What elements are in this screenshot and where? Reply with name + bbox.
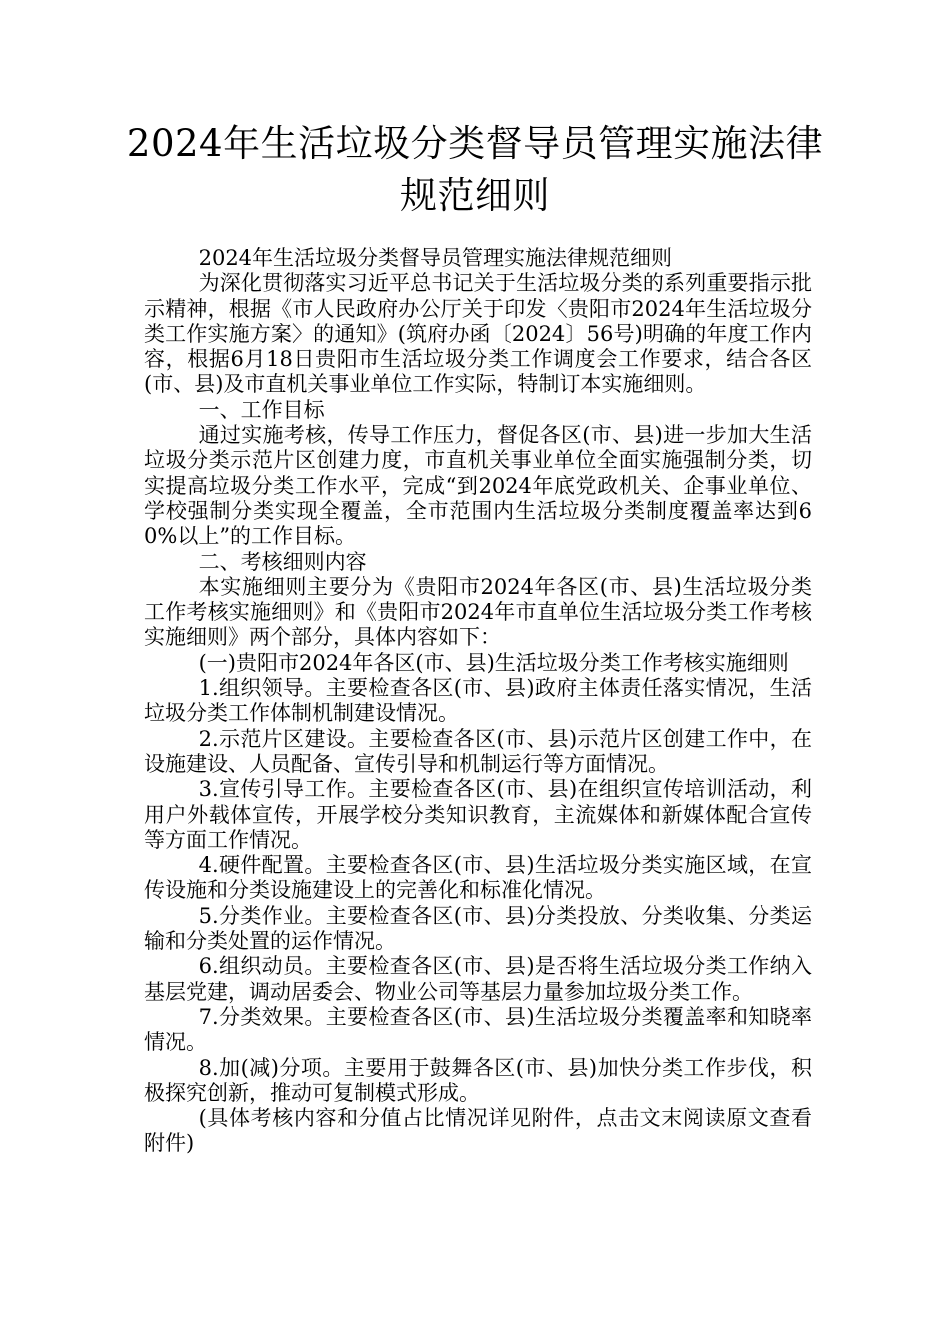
- goals-paragraph: 通过实施考核，传导工作压力，督促各区(市、县)进一步加大生活垃圾分类示范片区创建力度，市直机关事业单位全面实施强制分类，切实提高垃圾分类工作水平，完成“到2024年底党政机关、企事业单位、学校强制分类实现全覆盖，全市范围内生活垃圾分类制度覆盖率达到60%以上”的工作目标。: [144, 423, 812, 549]
- document-body: [144, 246, 812, 1157]
- document-title: [100, 118, 850, 222]
- list-item: 6.组织动员。主要检查各区(市、县)是否将生活垃圾分类工作纳入基层党建，调动居委会、物业公司等基层力量参加垃圾分类工作。: [144, 954, 812, 1004]
- document-title-line-2: 规范细则: [400, 174, 550, 217]
- list-item: 3.宣传引导工作。主要检查各区(市、县)在组织宣传培训活动，利用户外载体宣传，开展学校分类知识教育，主流媒体和新媒体配合宣传等方面工作情况。: [144, 777, 812, 852]
- list-item: 2.示范片区建设。主要检查各区(市、县)示范片区创建工作中，在设施建设、人员配备、宣传引导和机制运行等方面情况。: [144, 726, 812, 776]
- list-item: 5.分类作业。主要检查各区(市、县)分类投放、分类收集、分类运输和分类处置的运作情况。: [144, 903, 812, 954]
- list-item: 7.分类效果。主要检查各区(市、县)生活垃圾分类覆盖率和知晓率情况。: [144, 1004, 812, 1055]
- list-item: 8.加(减)分项。主要用于鼓舞各区(市、县)加快分类工作步伐，积极探究创新，推动可复制模式形成。: [144, 1055, 812, 1105]
- rules-intro-paragraph: 本实施细则主要分为《贵阳市2024年各区(市、县)生活垃圾分类工作考核实施细则》和《贵阳市2024年市直单位生活垃圾分类工作考核实施细则》两个部分，具体内容如下：: [144, 574, 812, 650]
- intro-paragraph: 为深化贯彻落实习近平总书记关于生活垃圾分类的系列重要指示批示精神，根据《市人民政府办公厅关于印发〈贵阳市2024年生活垃圾分类工作实施方案〉的通知》(筑府办函〔2024〕56号)明确的年度工作内容，根据6月18日贵阳市生活垃圾分类工作调度会工作要求，结合各区(市、县)及市直机关事业单位工作实际，特制订本实施细则。: [144, 271, 812, 397]
- body-subtitle: 2024年生活垃圾分类督导员管理实施法律规范细则: [198, 246, 673, 270]
- subsection-heading-districts: (一)贵阳市2024年各区(市、县)生活垃圾分类工作考核实施细则: [198, 650, 789, 675]
- list-item: 1.组织领导。主要检查各区(市、县)政府主体责任落实情况，生活垃圾分类工作体制机制建设情况。: [144, 676, 812, 726]
- section-heading-rules: 二、考核细则内容: [198, 549, 367, 574]
- attachment-note: (具体考核内容和分值占比情况详见附件，点击文末阅读原文查看附件): [144, 1106, 812, 1156]
- document-title-line-1: 2024年生活垃圾分类督导员管理实施法律: [126, 122, 824, 165]
- section-heading-goals: 一、工作目标: [198, 397, 325, 422]
- list-item: 4.硬件配置。主要检查各区(市、县)生活垃圾分类实施区域，在宣传设施和分类设施建设上的完善化和标准化情况。: [144, 853, 812, 903]
